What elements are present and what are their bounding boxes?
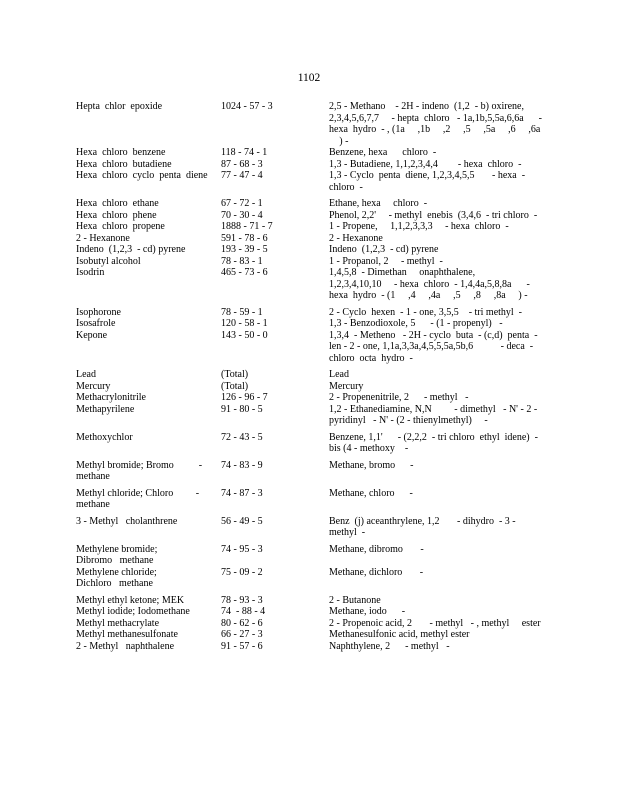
table-row <box>76 221 546 233</box>
index-name: 2 - Butanone <box>329 594 381 606</box>
table-row <box>76 101 546 147</box>
index-name: 1,4,5,8 - Dimethan onaphthalene, 1,2,3,4,10,10 - hexa chloro - 1,4,4a,5,8,8a - hexa hydro - (1   ,4   ,4a   ,5   ,8   ,8a   ) - <box>329 267 530 301</box>
chemical-name: Methyl ethyl ketone; MEK <box>76 594 185 606</box>
chemical-name: Isophorone <box>76 306 121 318</box>
cas-number: 74 - 95 - 3 <box>221 543 263 555</box>
chemical-name: Methyl bromide; Bromo - methane <box>76 459 203 482</box>
table-row <box>76 233 546 245</box>
table-row <box>76 381 546 393</box>
cas-number: 74 - 88 - 4 <box>221 606 266 617</box>
cas-number: 126 - 96 - 7 <box>221 392 268 403</box>
chemical-name: Mercury <box>76 380 111 392</box>
chemical-name: Methyl methanesulfonate <box>76 629 178 640</box>
index-name: Benz (j) aceanthrylene, 1,2 - dihydro - 3 - methyl - <box>329 515 516 538</box>
chemical-name: Hepta chlor epoxide <box>76 101 163 112</box>
index-name: 2 - Cyclo hexen - 1 - one, 3,5,5 - tri methyl - <box>329 306 523 318</box>
index-name: Methane, dibromo - <box>329 543 424 555</box>
index-name: 2 - Hexanone <box>329 232 383 244</box>
cas-number: 193 - 39 - 5 <box>221 244 268 255</box>
cas-number: 75 - 09 - 2 <box>221 566 263 578</box>
index-name: Methane, bromo - <box>329 459 414 471</box>
chemical-name: Methacrylonitrile <box>76 392 146 403</box>
table-row <box>76 392 546 404</box>
index-name: Methane, iodo - <box>329 606 406 617</box>
table-row <box>76 404 546 427</box>
table-row <box>76 369 546 381</box>
cas-number: 118 - 74 - 1 <box>221 147 268 158</box>
chemical-name: Hexa chloro cyclo penta diene <box>76 170 208 181</box>
table-row <box>76 256 546 268</box>
index-name: Ethane, hexa chloro - <box>329 198 428 209</box>
table-row <box>76 267 546 302</box>
cas-number: 67 - 72 - 1 <box>221 198 263 209</box>
cas-number: 56 - 49 - 5 <box>221 515 263 527</box>
page-number: 1102 <box>297 72 321 84</box>
cas-number: 80 - 62 - 6 <box>221 617 263 629</box>
table-row <box>76 330 546 365</box>
cas-number: 72 - 43 - 5 <box>221 431 263 443</box>
index-name: Benzene, 1,1' - (2,2,2 - tri chloro ethyl idene) - bis (4 - methoxy - <box>329 431 538 454</box>
cas-number: (Total) <box>221 380 249 392</box>
cas-number: 66 - 27 - 3 <box>221 629 263 640</box>
chemical-name: Methoxychlor <box>76 431 133 443</box>
chemical-name: Kepone <box>76 329 108 341</box>
cas-number: 78 - 83 - 1 <box>221 255 263 267</box>
cas-number: 143 - 50 - 0 <box>221 329 268 341</box>
chemical-table <box>76 101 546 652</box>
chemical-name: Methyl methacrylate <box>76 617 160 629</box>
index-name: 1 - Propanol, 2 - methyl - <box>329 255 443 267</box>
cas-number: 74 - 83 - 9 <box>221 459 263 471</box>
chemical-name: Isodrin <box>76 267 105 278</box>
index-name: 1,3 - Butadiene, 1,1,2,3,4,4 - hexa chloro - <box>329 158 522 170</box>
table-row <box>76 544 546 567</box>
chemical-name: 3 - Methyl cholanthrene <box>76 515 178 527</box>
index-name: 2,5 - Methano - 2H - indeno (1,2 - b) oxirene, 2,3,4,5,6,7,7 - hepta chloro - 1a,1b,5,5a,6,6a - hexa hydro - , (1a   ,1b   ,2   ,5   ,5a   ,6   ,6a   ) - <box>329 101 543 147</box>
index-name: Phenol, 2,2' - methyl enebis (3,4,6 - tri chloro - <box>329 209 538 221</box>
table-row <box>76 244 546 256</box>
chemical-name: 2 - Hexanone <box>76 232 130 244</box>
index-name: Methane, chloro - <box>329 487 413 499</box>
cas-number: 120 - 58 - 1 <box>221 318 268 329</box>
chemical-name: 2 - Methyl naphthalene <box>76 640 175 652</box>
cas-number: (Total) <box>221 369 249 380</box>
table-row <box>76 516 546 539</box>
cas-number: 70 - 30 - 4 <box>221 209 263 221</box>
chemical-name: Methapyrilene <box>76 403 135 415</box>
cas-number: 465 - 73 - 6 <box>221 267 268 278</box>
cas-number: 1888 - 71 - 7 <box>221 221 273 232</box>
index-name: Methane, dichloro - <box>329 566 424 578</box>
table-row <box>76 198 546 210</box>
chemical-name: Lead <box>76 369 96 380</box>
index-name: 1,2 - Ethanediamine, N,N - dimethyl - N' - 2 - pyridinyl - N' - (2 - thienylmethyl) - <box>329 403 538 426</box>
chemical-name: Hexa chloro ethane <box>76 198 159 209</box>
table-row <box>76 595 546 607</box>
table-row <box>76 147 546 159</box>
chemical-name: Isosafrole <box>76 318 116 329</box>
table-row <box>76 641 546 653</box>
index-name: 1,3 - Cyclo penta diene, 1,2,3,4,5,5 - hexa - chloro - <box>329 170 526 193</box>
cas-number: 91 - 80 - 5 <box>221 403 263 415</box>
cas-number: 78 - 93 - 3 <box>221 594 263 606</box>
chemical-name: Hexa chloro benzene <box>76 147 166 158</box>
table-row <box>76 488 546 511</box>
cas-number: 1024 - 57 - 3 <box>221 101 273 112</box>
table-row <box>76 307 546 319</box>
index-name: 2 - Propenoic acid, 2 - methyl - , methyl ester <box>329 617 541 629</box>
cas-number: 74 - 87 - 3 <box>221 487 263 499</box>
cas-number: 591 - 78 - 6 <box>221 232 268 244</box>
index-name: Lead <box>329 369 349 380</box>
table-row <box>76 606 546 618</box>
table-row <box>76 210 546 222</box>
chemical-name: Methylene bromide; Dibromo methane <box>76 543 158 566</box>
index-name: Indeno (1,2,3 - cd) pyrene <box>329 244 439 255</box>
cas-number: 77 - 47 - 4 <box>221 170 263 181</box>
chemical-name: Isobutyl alcohol <box>76 255 141 267</box>
table-row <box>76 318 546 330</box>
chemical-name: Methyl chloride; Chloro - methane <box>76 487 200 510</box>
table-row <box>76 432 546 455</box>
cas-number: 78 - 59 - 1 <box>221 306 263 318</box>
chemical-name: Methyl iodide; Iodomethane <box>76 606 190 617</box>
table-row <box>76 460 546 483</box>
index-name: Mercury <box>329 380 364 392</box>
index-name: 1,3,4 - Metheno - 2H - cyclo buta - (c,d) penta - len - 2 - one, 1,1a,3,3a,4,5,5,5a,5b,6 - deca - chloro octa hydro - <box>329 329 538 364</box>
table-row <box>76 618 546 630</box>
index-name: 1 - Propene, 1,1,2,3,3,3 - hexa chloro - <box>329 221 509 232</box>
cas-number: 91 - 57 - 6 <box>221 640 263 652</box>
index-name: Naphthylene, 2 - methyl - <box>329 640 450 652</box>
cas-number: 87 - 68 - 3 <box>221 158 263 170</box>
chemical-name: Methylene chloride; Dichloro methane <box>76 566 157 589</box>
chemical-name: Hexa chloro phene <box>76 209 157 221</box>
chemical-name: Hexa chloro propene <box>76 221 165 232</box>
chemical-name: Hexa chloro butadiene <box>76 158 172 170</box>
index-name: 1,3 - Benzodioxole, 5 - (1 - propenyl) - <box>329 318 503 329</box>
index-name: Benzene, hexa chloro - <box>329 147 437 158</box>
index-name: 2 - Propenenitrile, 2 - methyl - <box>329 392 469 403</box>
chemical-name: Indeno (1,2,3 - cd) pyrene <box>76 244 186 255</box>
index-name: Methanesulfonic acid, methyl ester <box>329 629 470 640</box>
table-row <box>76 170 546 193</box>
table-row <box>76 629 546 641</box>
table-row <box>76 567 546 590</box>
table-row <box>76 159 546 171</box>
